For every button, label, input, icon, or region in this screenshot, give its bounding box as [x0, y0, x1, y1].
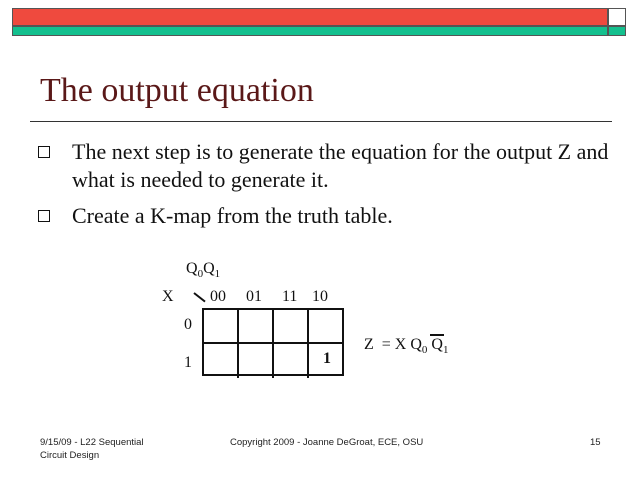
bullet-item — [38, 202, 618, 230]
kmap-row-header: 1 — [184, 354, 192, 371]
kmap-cell — [274, 344, 309, 378]
bullet-text: Create a K-map from the truth table. — [72, 203, 393, 228]
bullet-text: The next step is to generate the equation for the output Z and what is needed to generate it. — [72, 139, 609, 192]
header-bar-green — [12, 26, 608, 36]
footer-left-line2: Circuit Design — [40, 450, 100, 461]
kmap-cell — [274, 310, 309, 344]
kmap-column-variable-label: $Q_0Q_1$ — [186, 260, 221, 281]
kmap-col-header: 10 — [312, 288, 328, 305]
header-bar-red-end — [608, 8, 626, 26]
kmap-diagonal-line — [193, 292, 205, 302]
bullet-square-icon — [38, 146, 50, 158]
kmap-col-header: 11 — [282, 288, 298, 305]
kmap-cell — [239, 310, 274, 344]
bullet-item — [38, 138, 618, 194]
kmap-col-header: 01 — [246, 288, 262, 305]
footer-left — [40, 436, 144, 462]
bullet-list — [38, 138, 618, 238]
kmap-cell — [309, 310, 344, 344]
kmap-row-variable-label: X — [162, 288, 174, 305]
slide-title: The output equation — [40, 72, 314, 109]
kmap-grid — [202, 308, 344, 376]
title-divider — [30, 121, 612, 122]
karnaugh-map — [150, 258, 470, 388]
kmap-cell — [204, 344, 239, 378]
kmap-row-header: 0 — [184, 316, 192, 333]
kmap-cell — [204, 310, 239, 344]
output-equation: Z = X $Q_0$ $Q_1$ — [364, 336, 449, 357]
kmap-cell-value: 1 — [323, 350, 331, 367]
header-bar-green-end — [608, 26, 626, 36]
header-bar-red — [12, 8, 608, 26]
kmap-cell — [239, 344, 274, 378]
footer-copyright: Copyright 2009 - Joanne DeGroat, ECE, OSU — [230, 437, 424, 448]
footer-page-number: 15 — [590, 437, 601, 448]
footer-left-line1: 9/15/09 - L22 Sequential — [40, 437, 144, 448]
bullet-square-icon — [38, 210, 50, 222]
kmap-cell — [309, 344, 344, 378]
complement-overbar — [430, 334, 444, 336]
kmap-col-header: 00 — [210, 288, 226, 305]
